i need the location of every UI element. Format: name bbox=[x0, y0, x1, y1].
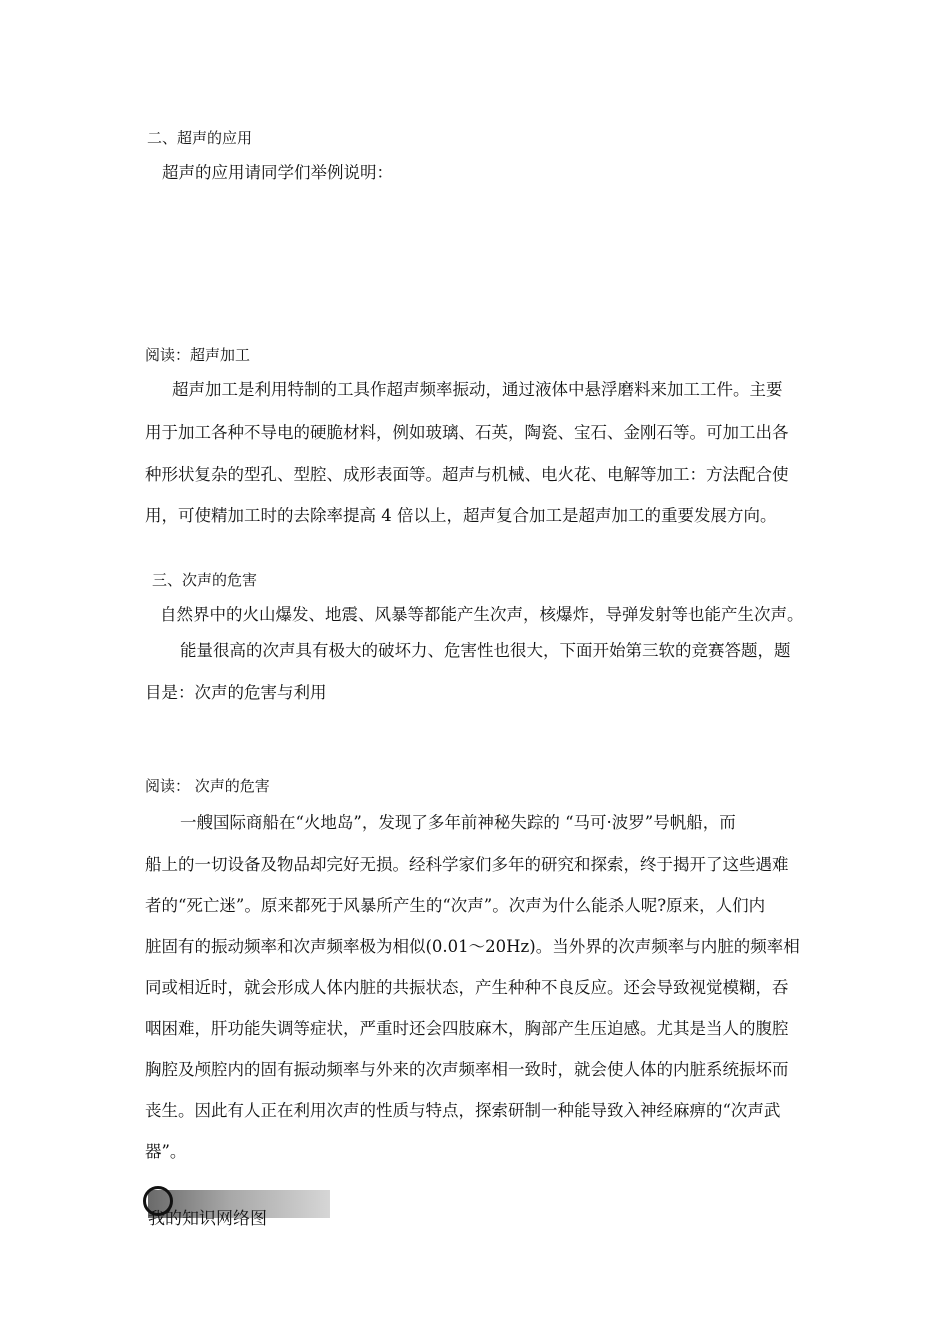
reading-2-line: 船上的一切设备及物品却完好无损。经科学家们多年的研究和探索，终于揭开了这些遇难 bbox=[145, 855, 789, 874]
reading-2-title: 阅读： 次声的危害 bbox=[145, 777, 270, 795]
reading-2-line: 丧生。因此有人正在利用次声的性质与特点，探索研制一种能导致入神经麻痹的“次声武 bbox=[145, 1101, 781, 1120]
section-3-title: 三、次声的危害 bbox=[152, 571, 258, 589]
reading-1-line: 用，可使精加工时的去除率提高 4 倍以上，超声复合加工是超声加工的重要发展方向。 bbox=[145, 506, 777, 525]
reading-2-line: 咽困难，肝功能失调等症状，严重时还会四肢麻木，胸部产生压迫感。尤其是当人的腹腔 bbox=[145, 1019, 789, 1038]
reading-1-title: 阅读：超声加工 bbox=[145, 346, 251, 364]
reading-2-line: 者的“死亡迷”。原来都死于风暴所产生的“次声”。次声为什么能杀人呢?原来，人们内 bbox=[145, 896, 766, 915]
reading-1-line: 用于加工各种不导电的硬脆材料，例如玻璃、石英，陶瓷、宝石、金刚石等。可加工出各 bbox=[145, 423, 789, 442]
section-3-line: 能量很高的次声具有极大的破坏力、危害性也很大，下面开始第三软的竞赛答题，题 bbox=[180, 641, 791, 660]
reading-2-line: 同或相近时，就会形成人体内脏的共振状态，产生种种不良反应。还会导致视觉模糊，吞 bbox=[145, 978, 789, 997]
section-2-title: 二、超声的应用 bbox=[147, 129, 253, 147]
section-3-line: 目是：次声的危害与利用 bbox=[145, 683, 327, 702]
reading-2-line: 脏固有的振动频率和次声频率极为相似(0.01～20Hz)。当外界的次声频率与内脏的频率相 bbox=[145, 937, 800, 956]
reading-2-line: 一艘国际商船在“火地岛”，发现了多年前神秘失踪的 “马可·波罗”号帆船，而 bbox=[180, 813, 736, 832]
knowledge-network-label: 我的知识网络图 bbox=[148, 1209, 267, 1229]
section-3-line: 自然界中的火山爆发、地震、风暴等都能产生次声，核爆炸，导弹发射等也能产生次声。 bbox=[160, 605, 804, 624]
reading-1-line: 超声加工是利用特制的工具作超声频率振动，通过液体中悬浮磨料来加工工件。主要 bbox=[172, 380, 783, 399]
reading-2-line: 器”。 bbox=[145, 1142, 187, 1161]
reading-2-line: 胸腔及颅腔内的固有振动频率与外来的次声频率相一致时，就会使人体的内脏系统振坏而 bbox=[145, 1060, 789, 1079]
section-2-prompt: 超声的应用请同学们举例说明： bbox=[162, 163, 393, 182]
reading-1-line: 种形状复杂的型孔、型腔、成形表面等。超声与机械、电火花、电解等加工：方法配合使 bbox=[145, 465, 789, 484]
